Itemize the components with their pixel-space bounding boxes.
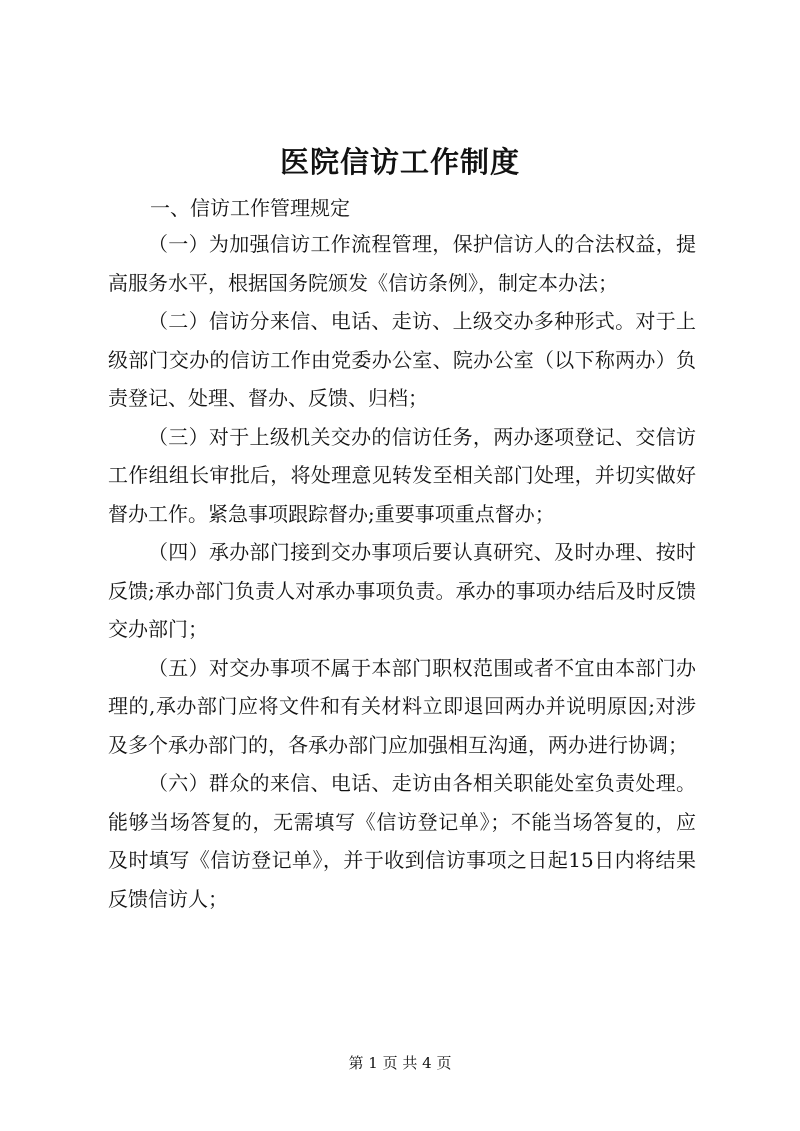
paragraph-6: （六）群众的来信、电话、走访由各相关职能处室负责处理。能够当场答复的，无需填写《信访登记单》；不能当场答复的，应及时填写《信访登记单》，并于收到信访事项之日起15日内将结果反馈信访人； (108, 771, 696, 911)
page-footer: 第 1 页 共 4 页 (348, 1054, 452, 1072)
paragraph-list (108, 225, 696, 918)
paragraph-2: （二）信访分来信、电话、走访、上级交办多种形式。对于上级部门交办的信访工作由党委办公室、院办公室（以下称两办）负责登记、处理、督办、反馈、归档； (108, 309, 696, 410)
paragraph-3: （三）对于上级机关交办的信访任务，两办逐项登记、交信访工作组组长审批后，将处理意见转发至相关部门处理，并切实做好督办工作。紧急事项跟踪督办;重要事项重点督办； (108, 424, 696, 526)
section-heading: 一、信访工作管理规定 (150, 196, 350, 220)
paragraph-5: （五）对交办事项不属于本部门职权范围或者不宜由本部门办理的,承办部门应将文件和有关材料立即退回两办并说明原因;对涉及多个承办部门的，各承办部门应加强相互沟通，两办进行协调； (108, 655, 696, 757)
paragraph-4: （四）承办部门接到交办事项后要认真研究、及时办理、按时反馈;承办部门负责人对承办事项负责。承办的事项办结后及时反馈交办部门； (108, 540, 696, 641)
page-title: 医院信访工作制度 (279, 145, 520, 179)
paragraph-1: （一）为加强信访工作流程管理，保护信访人的合法权益，提高服务水平，根据国务院颁发《信访条例》，制定本办法； (108, 232, 696, 295)
